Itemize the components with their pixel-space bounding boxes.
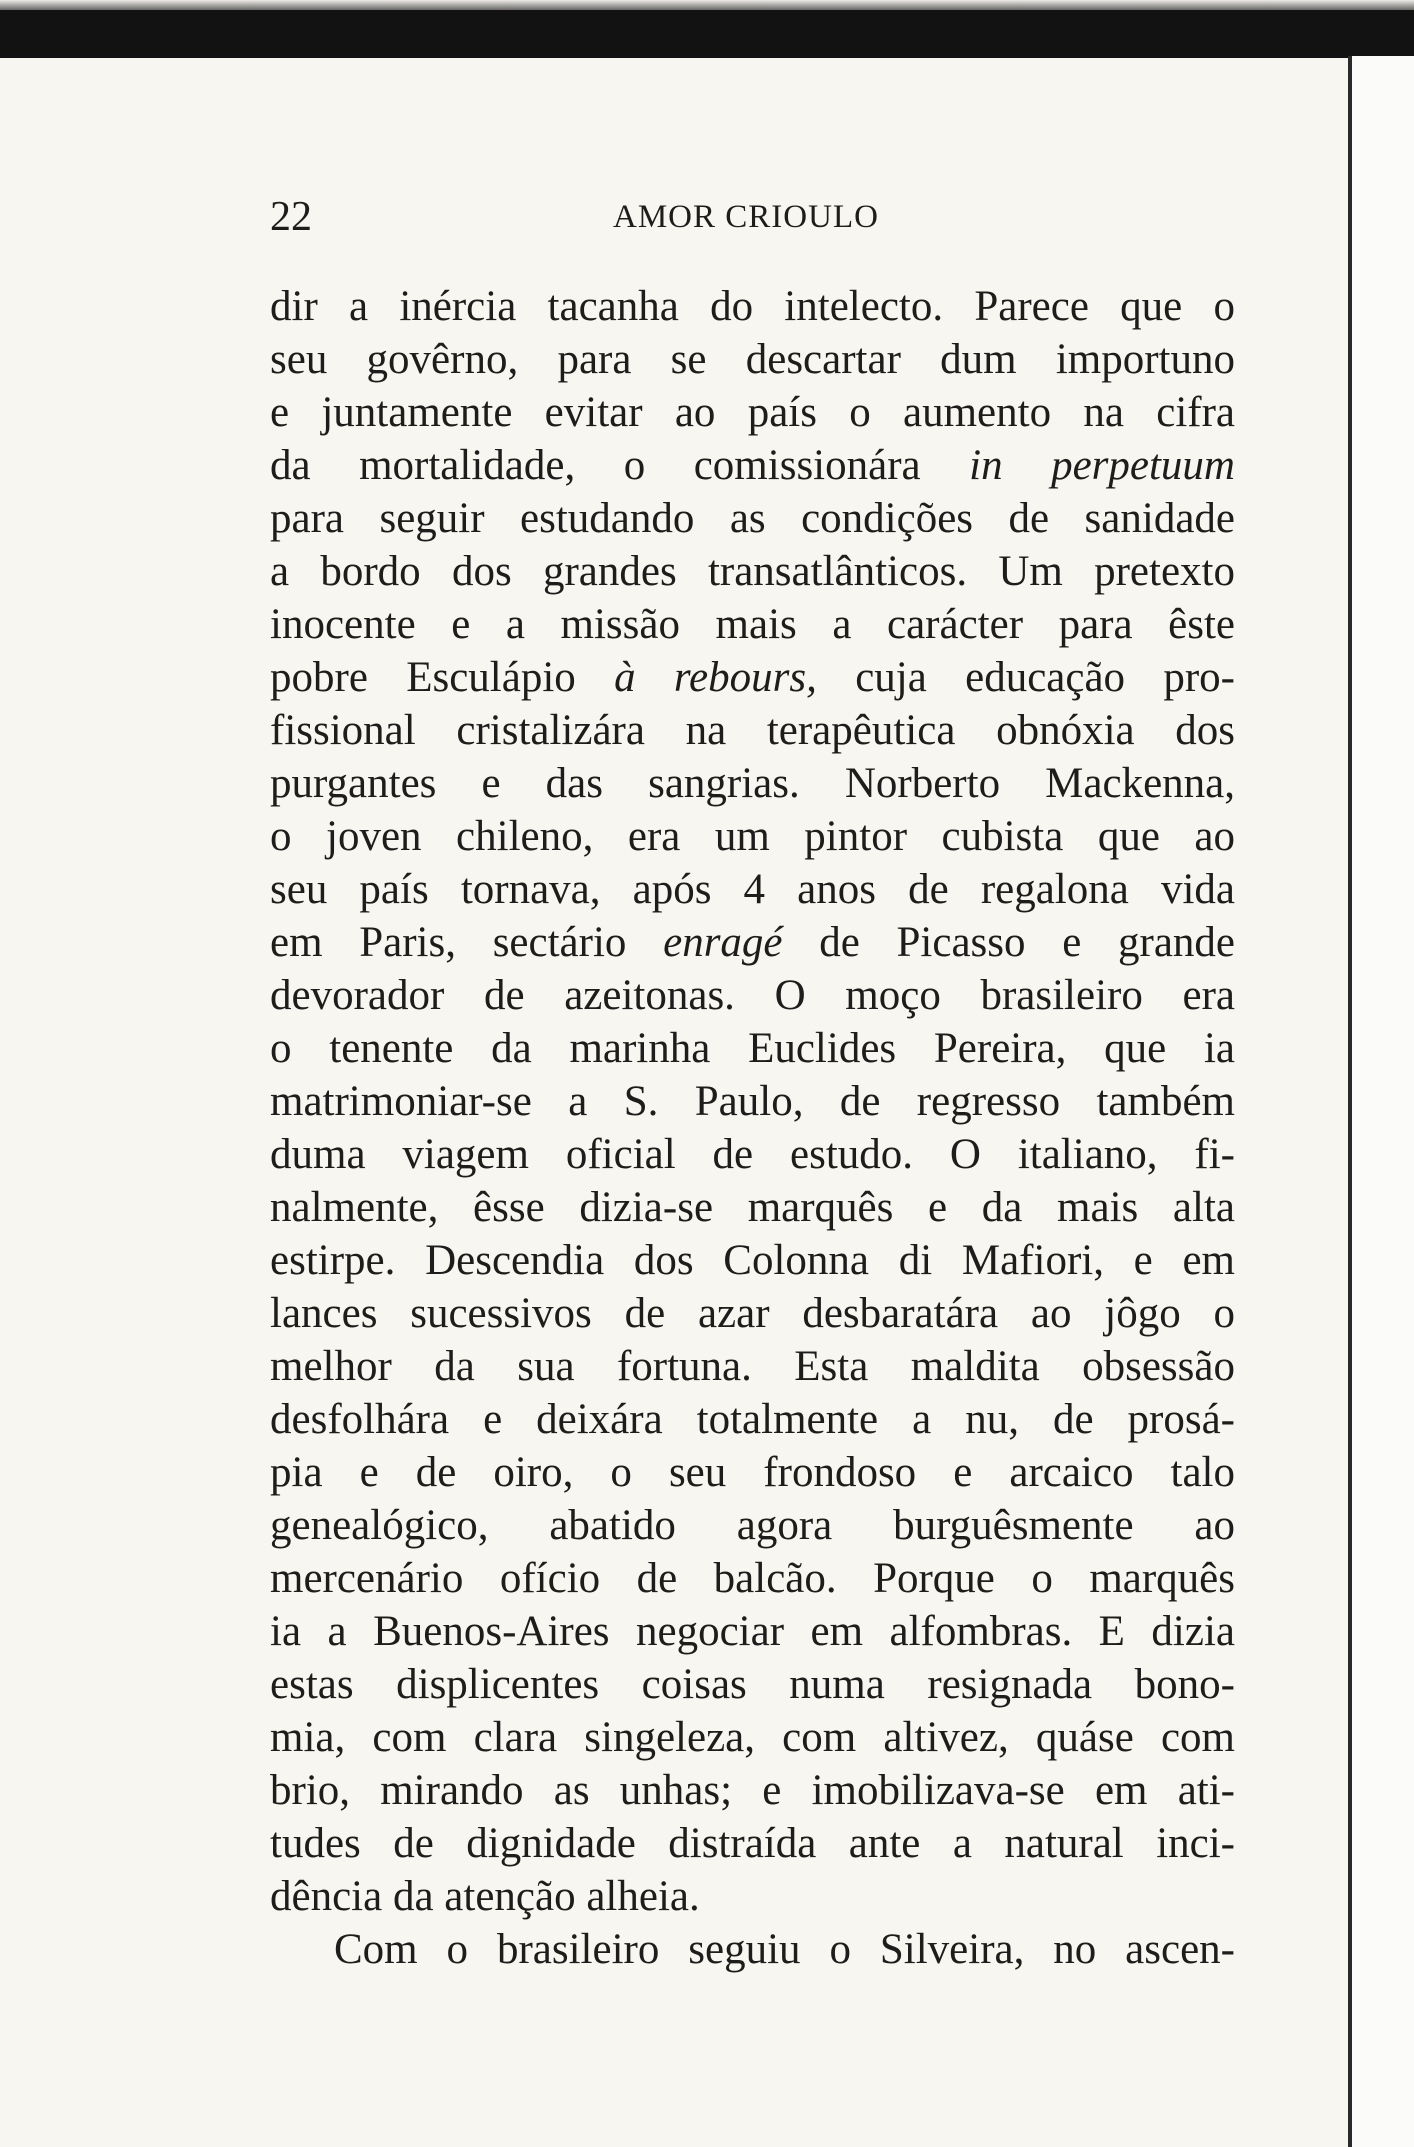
text-line [270, 1393, 1235, 1446]
text-segment: desfolhára e deixára totalmente a nu, de prosá- [270, 1396, 1235, 1443]
text-line [270, 916, 1235, 969]
text-line [270, 1870, 1235, 1923]
text-segment: da mortalidade, o comissionára [270, 442, 970, 489]
scan-top-border [0, 10, 1414, 58]
text-segment: lances sucessivos de azar desbaratára ao jôgo o [270, 1290, 1235, 1337]
text-segment: seu govêrno, para se descartar dum importuno [270, 336, 1235, 383]
page-number: 22 [270, 194, 312, 240]
text-line [270, 969, 1235, 1022]
text-line [270, 1340, 1235, 1393]
text-line [270, 1446, 1235, 1499]
text-line [270, 1181, 1235, 1234]
text-line [270, 386, 1235, 439]
text-segment: seu país tornava, após 4 anos de regalona vida [270, 866, 1235, 913]
text-segment: dir a inércia tacanha do intelecto. Parece que o [270, 283, 1235, 330]
text-line [270, 1817, 1235, 1870]
text-line [270, 810, 1235, 863]
text-line [270, 439, 1235, 492]
italic-phrase: in perpetuum [969, 442, 1235, 489]
text-segment: genealógico, abatido agora burguêsmente ao [270, 1502, 1235, 1549]
text-segment: matrimoniar-se a S. Paulo, de regresso também [270, 1078, 1235, 1125]
text-segment: o tenente da marinha Euclides Pereira, que ia [270, 1025, 1235, 1072]
text-line [270, 1711, 1235, 1764]
text-line [270, 1022, 1235, 1075]
text-segment: melhor da sua fortuna. Esta maldita obsessão [270, 1343, 1235, 1390]
text-segment: nalmente, êsse dizia-se marquês e da mais alta [270, 1184, 1235, 1231]
text-segment: mia, com clara singeleza, com altivez, quáse com [270, 1714, 1235, 1761]
text-line [270, 1658, 1235, 1711]
text-segment: pobre Esculápio [270, 654, 615, 701]
text-line [270, 1923, 1235, 1976]
text-segment: o joven chileno, era um pintor cubista que ao [270, 813, 1235, 860]
text-segment: dência da atenção alheia. [270, 1873, 700, 1920]
text-line [270, 598, 1235, 651]
italic-phrase: à rebours, [614, 654, 817, 701]
text-line [270, 1552, 1235, 1605]
text-segment: e juntamente evitar ao país o aumento na cifra [270, 389, 1235, 436]
text-segment: Com o brasileiro seguiu o Silveira, no ascen- [334, 1926, 1235, 1973]
text-segment: mercenário ofício de balcão. Porque o marquês [270, 1555, 1235, 1602]
italic-phrase: enragé [663, 919, 783, 966]
scan-right-edge [1348, 56, 1414, 2147]
page-header [270, 193, 1270, 253]
text-segment: inocente e a missão mais a carácter para êste [270, 601, 1235, 648]
text-segment: brio, mirando as unhas; e imobilizava-se em ati- [270, 1767, 1235, 1814]
text-segment: ia a Buenos-Aires negociar em alfombras. E dizia [270, 1608, 1235, 1655]
text-line [270, 280, 1235, 333]
text-line [270, 704, 1235, 757]
text-segment: purgantes e das sangrias. Norberto Mackenna, [270, 760, 1235, 807]
text-line [270, 1605, 1235, 1658]
text-line [270, 1075, 1235, 1128]
running-title: AMOR CRIOULO [613, 199, 879, 235]
text-segment: duma viagem oficial de estudo. O italiano, fi- [270, 1131, 1235, 1178]
text-line [270, 651, 1235, 704]
text-line [270, 1764, 1235, 1817]
text-segment: fissional cristalizára na terapêutica obnóxia dos [270, 707, 1235, 754]
text-segment: devorador de azeitonas. O moço brasileiro era [270, 972, 1235, 1019]
body-text [270, 280, 1235, 1976]
text-line [270, 1287, 1235, 1340]
text-segment: estirpe. Descendia dos Colonna di Mafiori, e em [270, 1237, 1235, 1284]
text-line [270, 1499, 1235, 1552]
text-line [270, 545, 1235, 598]
text-segment: de Picasso e grande [782, 919, 1235, 966]
text-segment: em Paris, sectário [270, 919, 664, 966]
text-line [270, 1128, 1235, 1181]
text-line [270, 757, 1235, 810]
text-segment: tudes de dignidade distraída ante a natural inci- [270, 1820, 1235, 1867]
text-line [270, 1234, 1235, 1287]
text-segment: estas displicentes coisas numa resignada bono- [270, 1661, 1235, 1708]
text-line [270, 492, 1235, 545]
text-segment: cuja educação pro- [816, 654, 1235, 701]
text-segment: para seguir estudando as condições de sanidade [270, 495, 1235, 542]
text-line [270, 863, 1235, 916]
text-segment: pia e de oiro, o seu frondoso e arcaico talo [270, 1449, 1235, 1496]
text-segment: a bordo dos grandes transatlânticos. Um pretexto [270, 548, 1235, 595]
text-line [270, 333, 1235, 386]
